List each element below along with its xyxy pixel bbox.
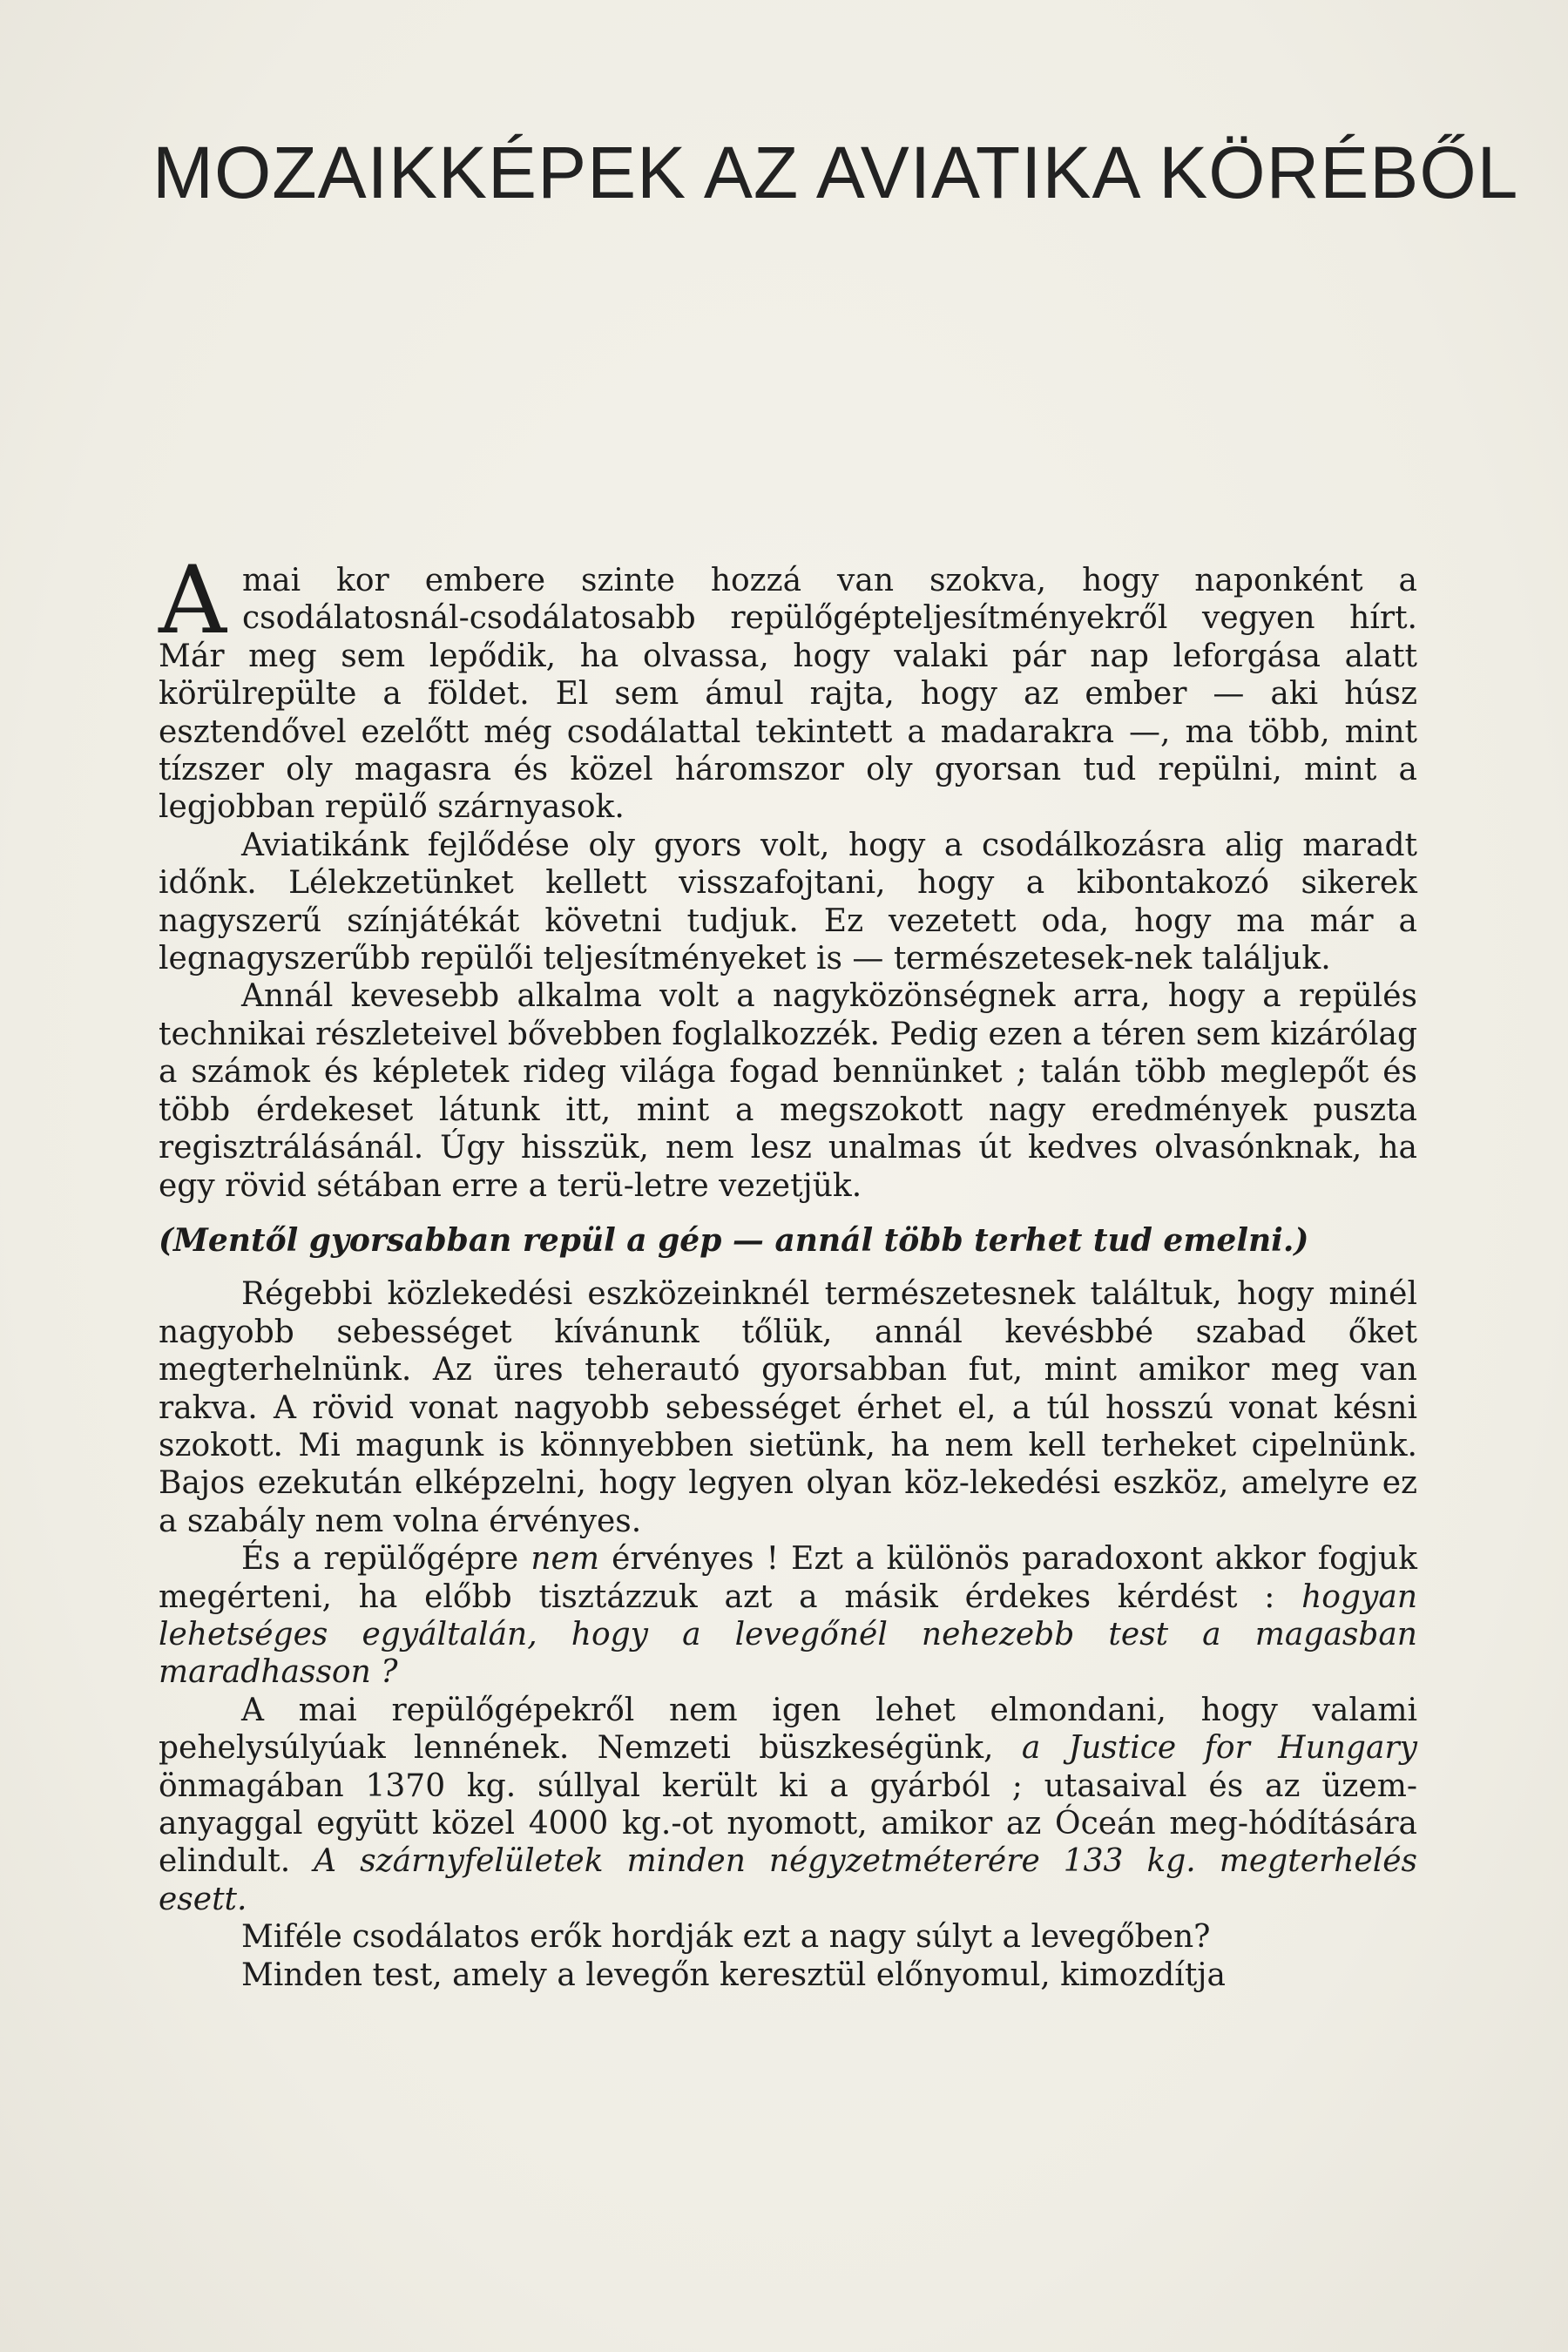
paragraph-6	[159, 1692, 1417, 1918]
p6-text-c: önmagában 1370 kg. súllyal került ki a gyárból ; utasaival és az üzem-anyaggal együtt közel 4000 kg.-ot nyomott, amikor az Óceán meg-hódítására elindult.	[159, 1767, 1417, 1880]
drop-cap: A	[159, 546, 226, 655]
paragraph-7: Miféle csodálatos erők hordják ezt a nagy súlyt a levegőben?	[241, 1919, 1211, 1956]
p6-text-a: A mai repülőgépekről nem igen lehet elmondani, hogy valami pehelysúlyúak lennének. Nemzeti büszkeségünk,	[159, 1692, 1417, 1767]
p6-aircraft-name: a Justice for Hungary	[1021, 1730, 1417, 1767]
p5-emphasis-nem: nem	[531, 1541, 599, 1578]
paragraph-5	[159, 1540, 1417, 1692]
paragraph-3: Annál kevesebb alkalma volt a nagyközönségnek arra, hogy a repülés technikai részleteivel bővebben foglalkozzék. Pedig ezen a téren sem kizárólag a számok és képletek rideg világa fogad bennünket ; talán több meglepőt és több érdekeset látunk itt, mint a megszokott nagy eredmények puszta regisztrálásánál. Úgy hisszük, nem lesz unalmas út kedves olvasónknak, ha egy rövid sétában erre a terü-letre vezetjük.	[159, 978, 1417, 1204]
p5-text-c: érvényes ! Ezt a különös paradoxont akkor fogjuk megérteni, ha előbb tisztázzuk azt a másik érdekes kérdést :	[159, 1541, 1417, 1615]
paragraph-1	[159, 546, 1417, 827]
p5-text-a: És a repülőgépre	[241, 1541, 519, 1578]
paragraph-4: Régebbi közlekedési eszközeinknél természetesnek találtuk, hogy minél nagyobb sebességet kívánunk tőlük, annál kevésbbé szabad őket megterhelnünk. Az üres teherautó gyorsabban fut, mint amikor meg van rakva. A rövid vonat nagyobb sebességet érhet el, a túl hosszú vonat késni szokott. Mi magunk is könnyebben sietünk, ha nem kell terheket cipelnünk. Bajos ezekután elképzelni, hogy legyen olyan köz-lekedési eszköz, amelyre ez a szabály nem volna érvényes.	[159, 1276, 1417, 1539]
paragraph-8: Minden test, amely a levegőn keresztül előnyomul, kimozdítja	[241, 1957, 1226, 1993]
page-title: MOZAIKKÉPEK AZ AVIATIKA KÖRÉBŐL	[152, 132, 1519, 213]
p5-question: hogyan lehetséges egyáltalán, hogy a levegőnél nehezebb test a magasban maradhasson ?	[159, 1578, 1417, 1691]
section-subheading: (Mentől gyorsabban repül a gép — annál több terhet tud emelni.)	[159, 1221, 1309, 1259]
paragraph-1-text: mai kor embere szinte hozzá van szokva, hogy naponként a csodálatosnál-csodálatosabb repülőgépteljesítményekről vegyen hírt. Már meg sem lepődik, ha olvassa, hogy valaki pár nap leforgása alatt körülrepülte a földet. El sem ámul rajta, hogy az ember — aki húsz esztendővel ezelőtt még csodálattal tekintett a madarakra —, ma több, mint tízszer oly magasra és közel háromszor oly gyorsan tud repülni, mint a legjobban repülő szárnyasok.	[159, 563, 1417, 826]
paragraph-2: Aviatikánk fejlődése oly gyors volt, hogy a csodálkozásra alig maradt időnk. Lélekzetünket kellett visszafojtani, hogy a kibontakozó sikerek nagyszerű színjátékát követni tudjuk. Ez vezetett oda, hogy ma már a legnagyszerűbb repülői teljesítményeket is — természetesek-nek találjuk.	[159, 827, 1417, 977]
article-body	[159, 546, 1417, 1994]
p6-wing-load: A szárnyfelületek minden négyzetméterére 133 kg. megterhelés esett.	[159, 1843, 1417, 1917]
